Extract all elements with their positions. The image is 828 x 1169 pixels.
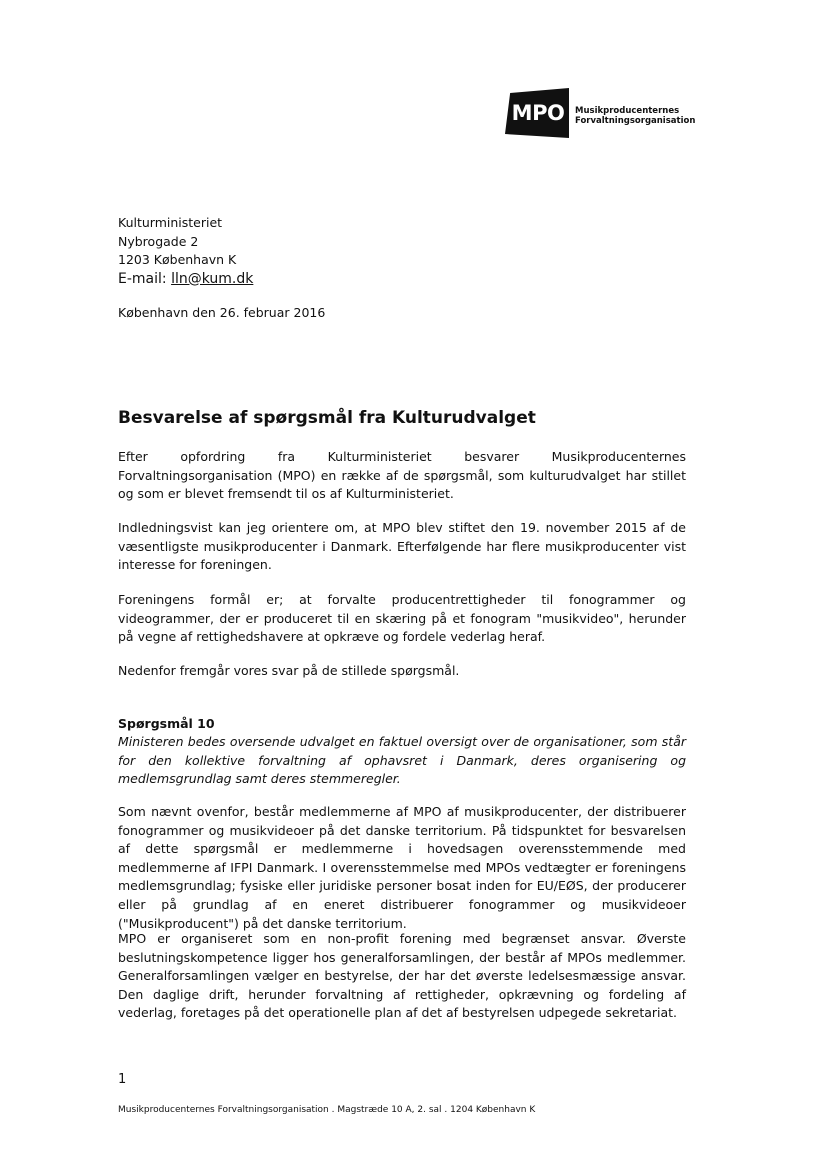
page-number: 1 xyxy=(118,1072,127,1087)
logo-name-line1: Musikproducenternes xyxy=(575,106,680,116)
paragraph-answers-intro: Nedenfor fremgår vores svar på de stillede spørgsmål. xyxy=(118,663,460,678)
mpo-logo xyxy=(505,88,715,144)
recipient-address xyxy=(118,214,253,288)
letter-date: København den 26. februar 2016 xyxy=(118,305,326,320)
email-link[interactable]: lln@kum.dk xyxy=(171,270,254,287)
answer-paragraph-organisation: MPO er organiseret som en non-profit forening med begrænset ansvar. Øverste beslutningskompetence ligger hos generalforsamlingen, der består af MPOs medlemmer. Generalforsamlingen vælger en bestyrelse, der har det øverste ledelsesmæssige ansvar. Den daglige drift, herunder forvaltning af rettigheder, opkrævning og fordeling af vederlag, foretages på det operationelle plan af det af bestyrelsen udpegede sekretariat. xyxy=(118,931,686,1021)
document-title: Besvarelse af spørgsmål fra Kulturudvalget xyxy=(118,408,536,428)
email-line xyxy=(118,270,253,289)
paragraph-intro: Efter opfordring fra Kulturministeriet besvarer Musikproducenternes Forvaltningsorganisation (MPO) en række af de spørgsmål, som kulturudvalget har stillet og som er blevet fremsendt til os af Kulturministeriet. xyxy=(118,449,686,502)
question-text: Ministeren bedes oversende udvalget en faktuel oversigt over de organisationer, som står for den kollektive forvaltning af ophavsret i Danmark, deres organisering og medlemsgrundlag samt deres stemmeregler. xyxy=(118,734,686,787)
answer-paragraph-members: Som nævnt ovenfor, består medlemmerne af MPO af musikproducenter, der distribuerer fonogrammer og musikvideoer på det danske territorium. På tidspunktet for besvarelsen af dette spørgsmål er medlemmerne i hovedsagen overensstemmende med medlemmerne af IFPI Danmark. I overensstemmelse med MPOs vedtægter er foreningens medlemsgrundlag; fysiske eller juridiske personer bosat inden for EU/EØS, der producerer eller på grundlag af en eneret distribuerer fonogrammer og musikvideoer ("Musikproducent") på det danske territorium. xyxy=(118,804,686,931)
paragraph-founding: Indledningsvist kan jeg orientere om, at MPO blev stiftet den 19. november 2015 af de væsentligste musikproducenter i Danmark. Efterfølgende har flere musikproducenter vist interesse for foreningen. xyxy=(118,520,686,573)
email-label: E-mail: xyxy=(118,270,172,287)
footer-address: Musikproducenternes Forvaltningsorganisation . Magstræde 10 A, 2. sal . 1204 København K xyxy=(118,1105,536,1115)
paragraph-purpose: Foreningens formål er; at forvalte producentrettigheder til fonogrammer og videogrammer, der er produceret til en skæring på et fonogram "musikvideo", herunder på vegne af rettighedshavere at opkræve og fordele vederlag heraf. xyxy=(118,592,686,645)
question-heading: Spørgsmål 10 xyxy=(118,716,215,731)
logo-mark-text: MPO xyxy=(511,101,565,125)
logo-name-line2: Forvaltningsorganisation xyxy=(575,116,696,126)
logo-organisation-name xyxy=(575,106,695,126)
address-line2: Nybrogade 2 xyxy=(118,233,199,249)
address-line3: 1203 København K xyxy=(118,252,237,267)
address-line1: Kulturministeriet xyxy=(118,215,223,230)
